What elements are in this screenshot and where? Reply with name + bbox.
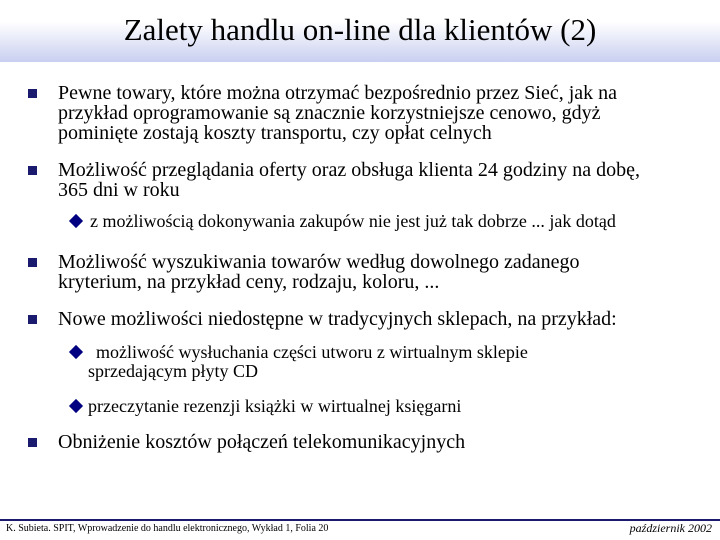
bullet-line: kryterium, na przykład ceny, rodzaju, koloru, ...: [58, 271, 440, 293]
diamond-bullet-icon: [69, 399, 83, 413]
bullet-line: Możliwość wyszukiwania towarów według dowolnego zadanego: [58, 251, 580, 273]
bullet-line: Pewne towary, które można otrzymać bezpośrednio przez Sieć, jak na: [58, 82, 618, 104]
subbullet-text: przeczytanie rezenzji książki w wirtualnej księgarni: [88, 396, 462, 416]
square-bullet-icon: [28, 438, 37, 447]
bullet-text: [58, 160, 698, 200]
diamond-bullet-icon: [69, 214, 83, 228]
footer-date: październik 2002: [629, 521, 712, 535]
diamond-bullet-icon: [69, 345, 83, 359]
footer-citation: K. Subieta. SPIT, Wprowadzenie do handlu elektronicznego, Wykład 1, Folia 20: [6, 523, 329, 534]
subbullet-line: sprzedającym płyty CD: [88, 361, 258, 381]
slide-title: Zalety handlu on-line dla klientów (2): [123, 12, 597, 47]
bullet-text: [58, 432, 698, 452]
bullet-line: 365 dni w roku: [58, 179, 180, 201]
square-bullet-icon: [28, 89, 37, 98]
bullet-text: [58, 252, 698, 292]
square-bullet-icon: [28, 258, 37, 267]
square-bullet-icon: [28, 166, 37, 175]
bullet-line: Nowe możliwości niedostępne w tradycyjnych sklepach, na przykład:: [58, 308, 617, 330]
bullet-line: pominięte zostają koszty transportu, czy opłat celnych: [58, 122, 492, 144]
bullet-line: Obniżenie kosztów połączeń telekomunikacyjnych: [58, 431, 466, 453]
subbullet-text: z możliwością dokonywania zakupów nie jest już tak dobrze ... jak dotąd: [90, 211, 616, 231]
subbullet-line: możliwość wysłuchania części utworu z wirtualnym sklepie: [96, 342, 528, 362]
subbullet-text: [88, 343, 708, 381]
bullet-line: Możliwość przeglądania oferty oraz obsługa klienta 24 godziny na dobę,: [58, 159, 641, 181]
bullet-line: przykład oprogramowanie są znacznie korzystniejsze cenowo, gdyż: [58, 102, 601, 124]
footer-divider: [0, 519, 720, 521]
bullet-text: [58, 83, 698, 143]
square-bullet-icon: [28, 315, 37, 324]
bullet-text: [58, 309, 698, 329]
